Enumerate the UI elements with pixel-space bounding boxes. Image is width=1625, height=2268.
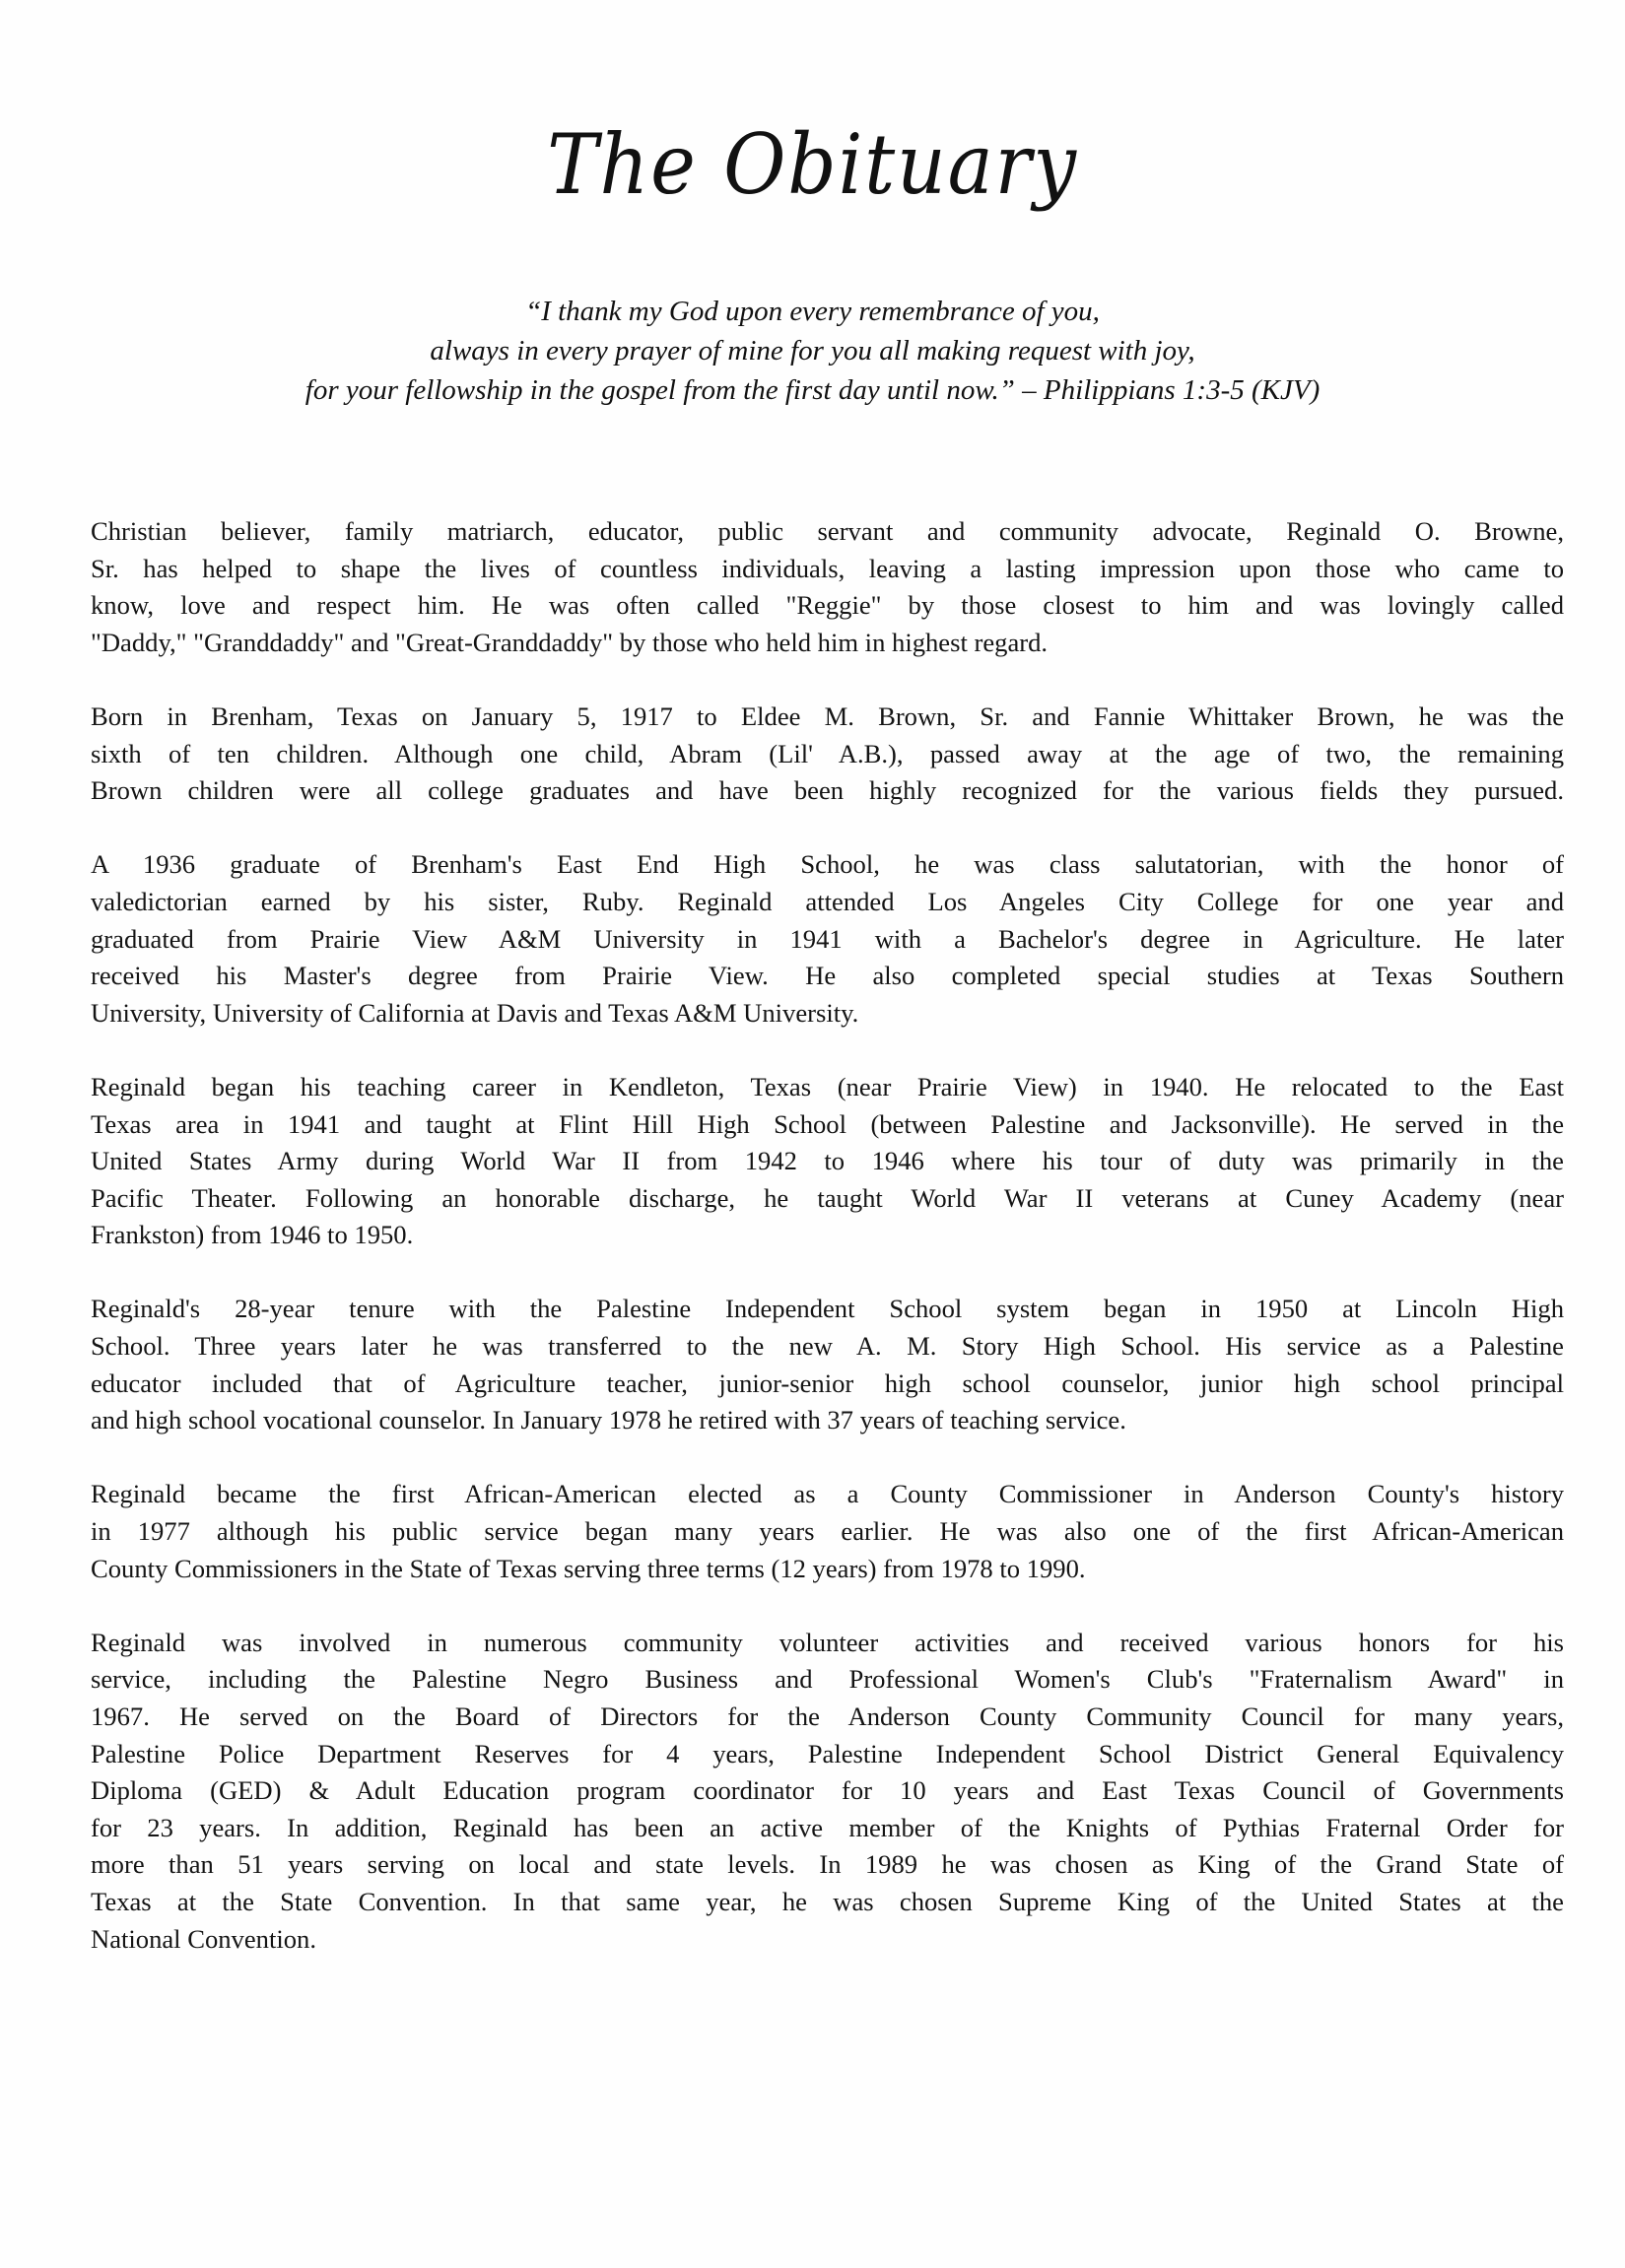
text-line: Born in Brenham, Texas on January 5, 1917 to Eldee M. Brown, Sr. and Fannie Whittaker Brown, he was the	[91, 700, 1564, 731]
text-line: Reginald was involved in numerous community volunteer activities and received various honors for his	[91, 1627, 1564, 1657]
text-line: Sr. has helped to shape the lives of countless individuals, leaving a lasting impression upon those who came to	[91, 553, 1564, 583]
text-line: Palestine Police Department Reserves for 4 years, Palestine Independent School District General Equivalency	[91, 1738, 1564, 1768]
text-line: University, University of California at Davis and Texas A&M University.	[91, 997, 859, 1028]
paragraph-education	[91, 846, 1564, 1032]
text-line: Texas at the State Convention. In that same year, he was chosen Supreme King of the United States at the	[91, 1886, 1564, 1916]
text-line: Reginald became the first African-American elected as a County Commissioner in Anderson County's history	[91, 1479, 1564, 1509]
text-line: "Daddy," "Granddaddy" and "Great-Granddaddy" by those who held him in highest regard.	[91, 627, 1049, 657]
text-line: Reginald began his teaching career in Kendleton, Texas (near Prairie View) in 1940. He relocated to the East	[91, 1071, 1564, 1101]
text-line: Pacific Theater. Following an honorable discharge, he taught World War II veterans at Cuney Academy (near	[91, 1182, 1564, 1213]
text-line: in 1977 although his public service began many years earlier. He was also one of the first African-American	[91, 1516, 1564, 1547]
text-line: for 23 years. In addition, Reginald has been an active member of the Knights of Pythias Fraternal Order for	[91, 1812, 1564, 1842]
text-line: received his Master's degree from Prairie View. He also completed special studies at Texas Southern	[91, 961, 1564, 991]
text-line: National Convention.	[91, 1923, 316, 1954]
text-line: sixth of ten children. Although one child, Abram (Lil' A.B.), passed away at the age of two, the remaining	[91, 738, 1564, 768]
text-line: Christian believer, family matriarch, educator, public servant and community advocate, Reginald O. Browne,	[91, 516, 1564, 546]
text-line: A 1936 graduate of Brenham's East End High School, he was class salutatorian, with the honor of	[91, 849, 1564, 880]
text-line: Frankston) from 1946 to 1950.	[91, 1220, 414, 1250]
text-line: County Commissioners in the State of Texas serving three terms (12 years) from 1978 to 1990.	[91, 1553, 1086, 1583]
paragraph-tribute	[91, 513, 1564, 661]
text-line: School. Three years later he was transferred to the new A. M. Story High School. His service as a Palestine	[91, 1331, 1564, 1362]
text-line: service, including the Palestine Negro Business and Professional Women's Club's "Fraternalism Award" in	[91, 1664, 1564, 1695]
paragraph-early-career	[91, 1069, 1564, 1254]
text-line: graduated from Prairie View A&M University in 1941 with a Bachelor's degree in Agriculture. He later	[91, 923, 1564, 954]
page-title: The Obituary	[547, 116, 1078, 213]
paragraph-palestine-schools	[91, 1291, 1564, 1438]
obituary-body	[91, 513, 1564, 1995]
text-line: Diploma (GED) & Adult Education program coordinator for 10 years and East Texas Council of Governments	[91, 1775, 1564, 1806]
text-line: and high school vocational counselor. In January 1978 he retired with 37 years of teaching service.	[91, 1405, 1126, 1435]
text-line: Texas area in 1941 and taught at Flint Hill High School (between Palestine and Jacksonville). He served in the	[91, 1108, 1564, 1139]
text-line: educator included that of Agriculture teacher, junior-senior high school counselor, junior high school principal	[91, 1367, 1564, 1398]
epigraph-line: always in every prayer of mine for you all making request with joy,	[430, 335, 1195, 367]
epigraph-line: for your fellowship in the gospel from the first day until now.” – Philippians 1:3-5 (KJV)	[305, 374, 1320, 406]
text-line: 1967. He served on the Board of Directors for the Anderson County Community Council for many years,	[91, 1701, 1564, 1731]
paragraph-commissioner	[91, 1476, 1564, 1587]
text-line: Reginald's 28-year tenure with the Palestine Independent School system began in 1950 at Lincoln High	[91, 1294, 1564, 1324]
text-line: Brown children were all college graduates and have been highly recognized for the various fields they pursued.	[91, 775, 1564, 806]
epigraph-line: “I thank my God upon every remembrance of you,	[525, 296, 1100, 327]
paragraph-birth	[91, 699, 1564, 810]
scripture-epigraph	[0, 292, 1625, 410]
text-line: more than 51 years serving on local and state levels. In 1989 he was chosen as King of the Grand State of	[91, 1849, 1564, 1880]
paragraph-community-service	[91, 1625, 1564, 1958]
text-line: valedictorian earned by his sister, Ruby. Reginald attended Los Angeles City College for one year and	[91, 886, 1564, 916]
text-line: United States Army during World War II from 1942 to 1946 where his tour of duty was primarily in the	[91, 1146, 1564, 1176]
text-line: know, love and respect him. He was often called "Reggie" by those closest to him and was lovingly called	[91, 590, 1564, 621]
